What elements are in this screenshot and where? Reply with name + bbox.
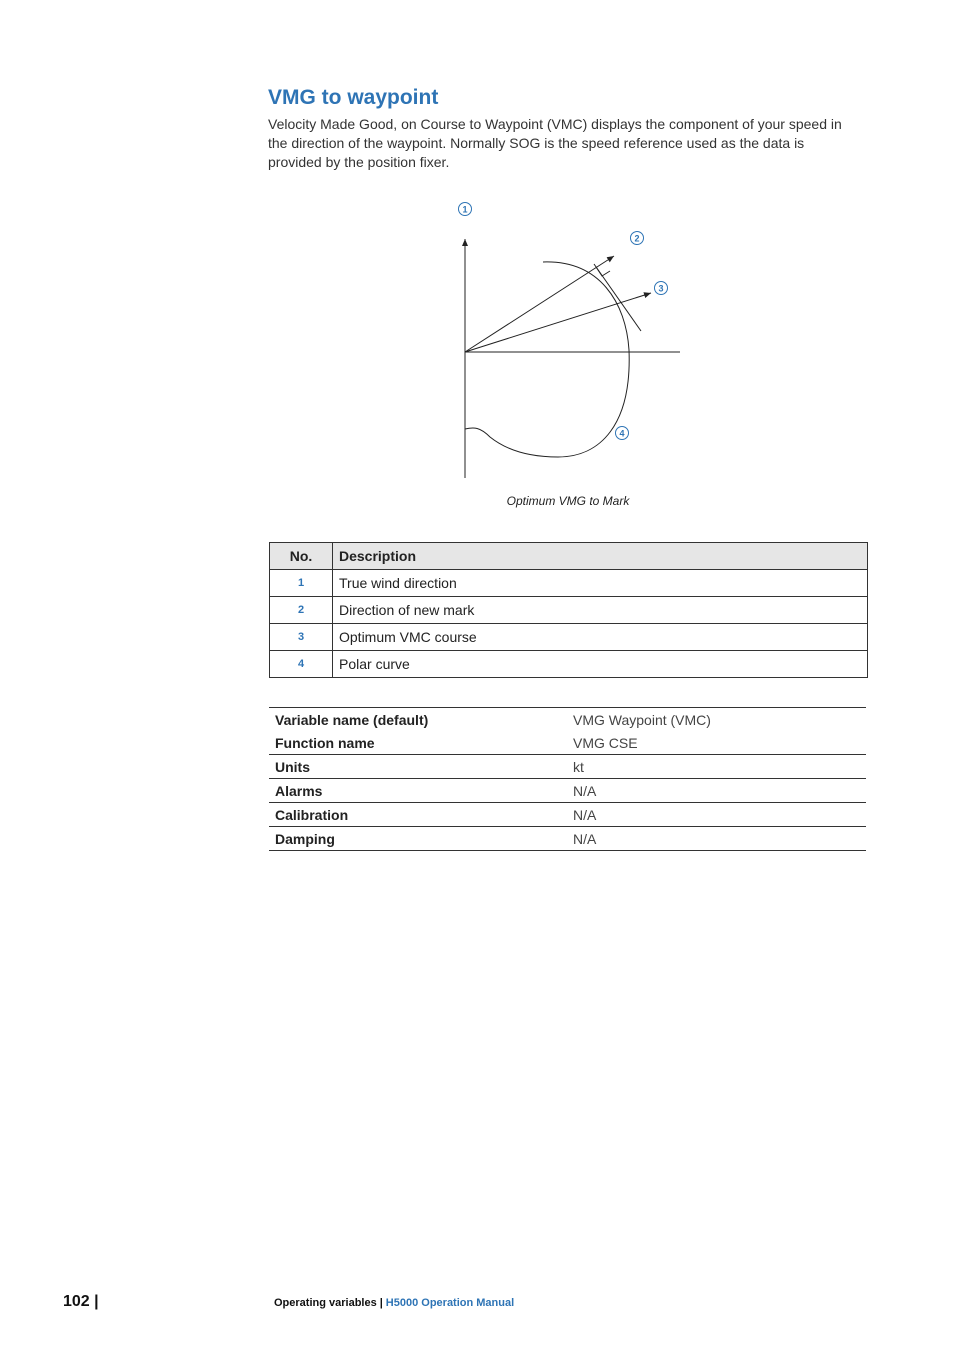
legend-description: Optimum VMC course (333, 624, 868, 651)
footer-manual-title: H5000 Operation Manual (385, 1297, 515, 1309)
variable-key: Damping (269, 827, 567, 851)
polar-curve (465, 262, 629, 457)
table-row (269, 708, 866, 732)
variable-value: kt (567, 755, 866, 779)
table-row (270, 624, 868, 651)
variable-value: VMG Waypoint (VMC) (567, 708, 866, 732)
callout-1-label: 1 (462, 204, 468, 215)
table-row (269, 779, 866, 803)
intro-paragraph: Velocity Made Good, on Course to Waypoint (VMC) displays the component of your speed in the direction of the waypoint. Normally SOG is the speed reference used as the data is provided by the position fixer. (268, 116, 842, 170)
table-row (270, 597, 868, 624)
legend-table (269, 542, 868, 678)
callout-3-label: 3 (658, 283, 664, 294)
legend-header-no: No. (270, 543, 333, 570)
callout-1 (459, 203, 472, 216)
table-row (270, 651, 868, 678)
page-number: 102 | (63, 1293, 99, 1310)
variable-key: Units (269, 755, 567, 779)
callout-2-label: 2 (634, 233, 640, 244)
variable-key: Calibration (269, 803, 567, 827)
variable-key: Variable name (default) (269, 708, 567, 732)
variable-value: VMG CSE (567, 731, 866, 755)
table-row (269, 803, 866, 827)
footer (274, 1297, 514, 1309)
table-row (269, 755, 866, 779)
vmg-diagram (440, 195, 690, 485)
legend-description: True wind direction (333, 570, 868, 597)
table-row (269, 827, 866, 851)
variable-table (269, 707, 866, 851)
footer-separator: | (379, 1297, 383, 1309)
variable-key: Alarms (269, 779, 567, 803)
legend-header-description: Description (333, 543, 868, 570)
callout-3 (655, 282, 668, 295)
legend-description: Polar curve (333, 651, 868, 678)
legend-number: 2 (270, 597, 333, 624)
footer-section: Operating variables (274, 1297, 377, 1309)
callout-2 (631, 232, 644, 245)
variable-value: N/A (567, 779, 866, 803)
variable-value: N/A (567, 827, 866, 851)
figure-caption: Optimum VMG to Mark (506, 494, 630, 508)
callout-4-label: 4 (619, 428, 625, 439)
new-mark-direction-line (465, 256, 614, 352)
table-row (270, 570, 868, 597)
legend-number: 1 (270, 570, 333, 597)
variable-key: Function name (269, 731, 567, 755)
variable-value: N/A (567, 803, 866, 827)
legend-number: 4 (270, 651, 333, 678)
right-angle-marker (596, 267, 610, 276)
callout-4 (616, 427, 629, 440)
optimum-vmc-course-line (465, 293, 651, 352)
page-title: VMG to waypoint (268, 86, 439, 109)
table-row (269, 731, 866, 755)
legend-number: 3 (270, 624, 333, 651)
legend-header-row (270, 543, 868, 570)
legend-description: Direction of new mark (333, 597, 868, 624)
